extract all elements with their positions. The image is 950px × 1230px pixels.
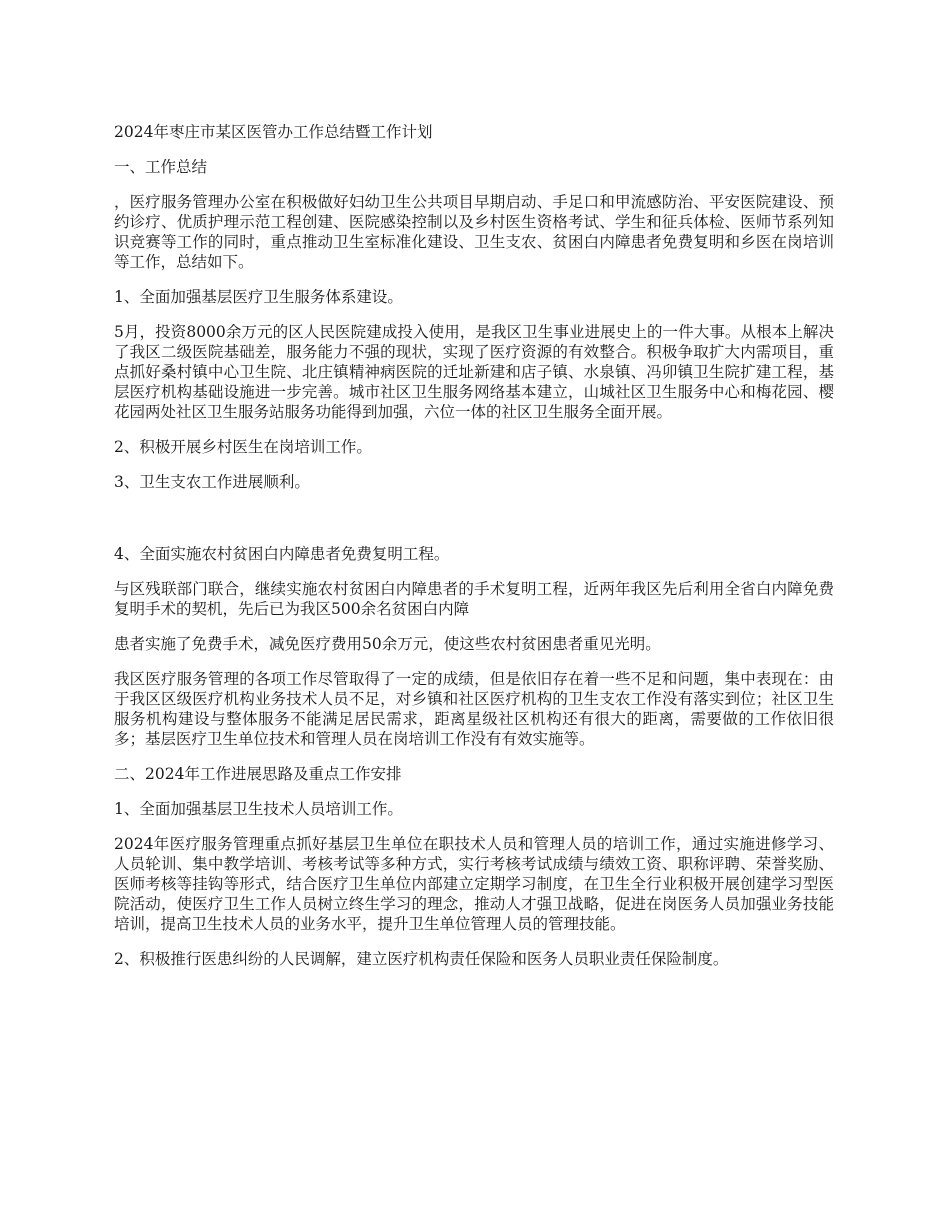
subheading-2: 2、积极开展乡村医生在岗培训工作。	[114, 438, 372, 456]
paragraph-hospital: 5月，投资8000余万元的区人民医院建成投入使用，是我区卫生事业进展史上的一件大事。从根本上解决了我区二级医院基础差，服务能力不强的现状，实现了医疗资源的有效整合。积极争取扩大内需项目，重点抓好桑村镇中心卫生院、北庄镇精神病医院的迁址新建和店子镇、水泉镇、冯卯镇卫生院扩建工程，基层医疗机构基础设施进一步完善。城市社区卫生服务网络基本建立，山城社区卫生服务中心和梅花园、樱花园两处社区卫生服务站服务功能得到加强，六位一体的社区卫生服务全面开展。	[114, 323, 834, 421]
document-body	[114, 122, 834, 984]
section-heading-summary: 一、工作总结	[114, 158, 208, 176]
subheading-4: 4、全面实施农村贫困白内障患者免费复明工程。	[114, 545, 450, 563]
document-title: 2024年枣庄市某区医管办工作总结暨工作计划	[114, 123, 433, 141]
subheading-3: 3、卫生支农工作进展顺利。	[114, 473, 310, 491]
section-heading-plan: 二、2024年工作进展思路及重点工作安排	[114, 765, 402, 783]
plan-subheading-1: 1、全面加强基层卫生技术人员培训工作。	[114, 800, 403, 818]
paragraph-training: 2024年医疗服务管理重点抓好基层卫生单位在职技术人员和管理人员的培训工作，通过实施进修学习、人员轮训、集中教学培训、考核考试等多种方式，实行考核考试成绩与绩效工资、职称评聘、荣誉奖励、医师考核等挂钩等形式，结合医疗卫生单位内部建立定期学习制度，在卫生全行业积极开展创建学习型医院活动，使医疗卫生工作人员树立终生学习的理念，推动人才强卫战略，促进在岗医务人员加强业务技能培训，提高卫生技术人员的业务水平，提升卫生单位管理人员的管理技能。	[114, 835, 834, 933]
subheading-1: 1、全面加强基层医疗卫生服务体系建设。	[114, 288, 403, 306]
paragraph-cataract-1: 与区残联部门联合，继续实施农村贫困白内障患者的手术复明工程，近两年我区先后利用全省白内障免费复明手术的契机，先后已为我区500余名贫困白内障	[114, 580, 834, 618]
plan-subheading-2: 2、积极推行医患纠纷的人民调解，建立医疗机构责任保险和医务人员职业责任保险制度。	[114, 950, 729, 968]
paragraph-problems: 我区医疗服务管理的各项工作尽管取得了一定的成绩，但是依旧存在着一些不足和问题，集中表现在：由于我区区级医疗机构业务技术人员不足，对乡镇和社区医疗机构的卫生支农工作没有落实到位；社区卫生服务机构建设与整体服务不能满足居民需求，距离星级社区机构还有很大的距离，需要做的工作依旧很多；基层医疗卫生单位技术和管理人员在岗培训工作没有有效实施等。	[114, 670, 834, 748]
paragraph-cataract-2: 患者实施了免费手术，减免医疗费用50余万元，使这些农村贫困患者重见光明。	[114, 635, 661, 653]
paragraph-intro: ，医疗服务管理办公室在积极做好妇幼卫生公共项目早期启动、手足口和甲流感防治、平安医院建设、预约诊疗、优质护理示范工程创建、医院感染控制以及乡村医生资格考试、学生和征兵体检、医师节系列知识竞赛等工作的同时，重点推动卫生室标准化建设、卫生支农、贫困白内障患者免费复明和乡医在岗培训等工作，总结如下。	[114, 193, 834, 271]
